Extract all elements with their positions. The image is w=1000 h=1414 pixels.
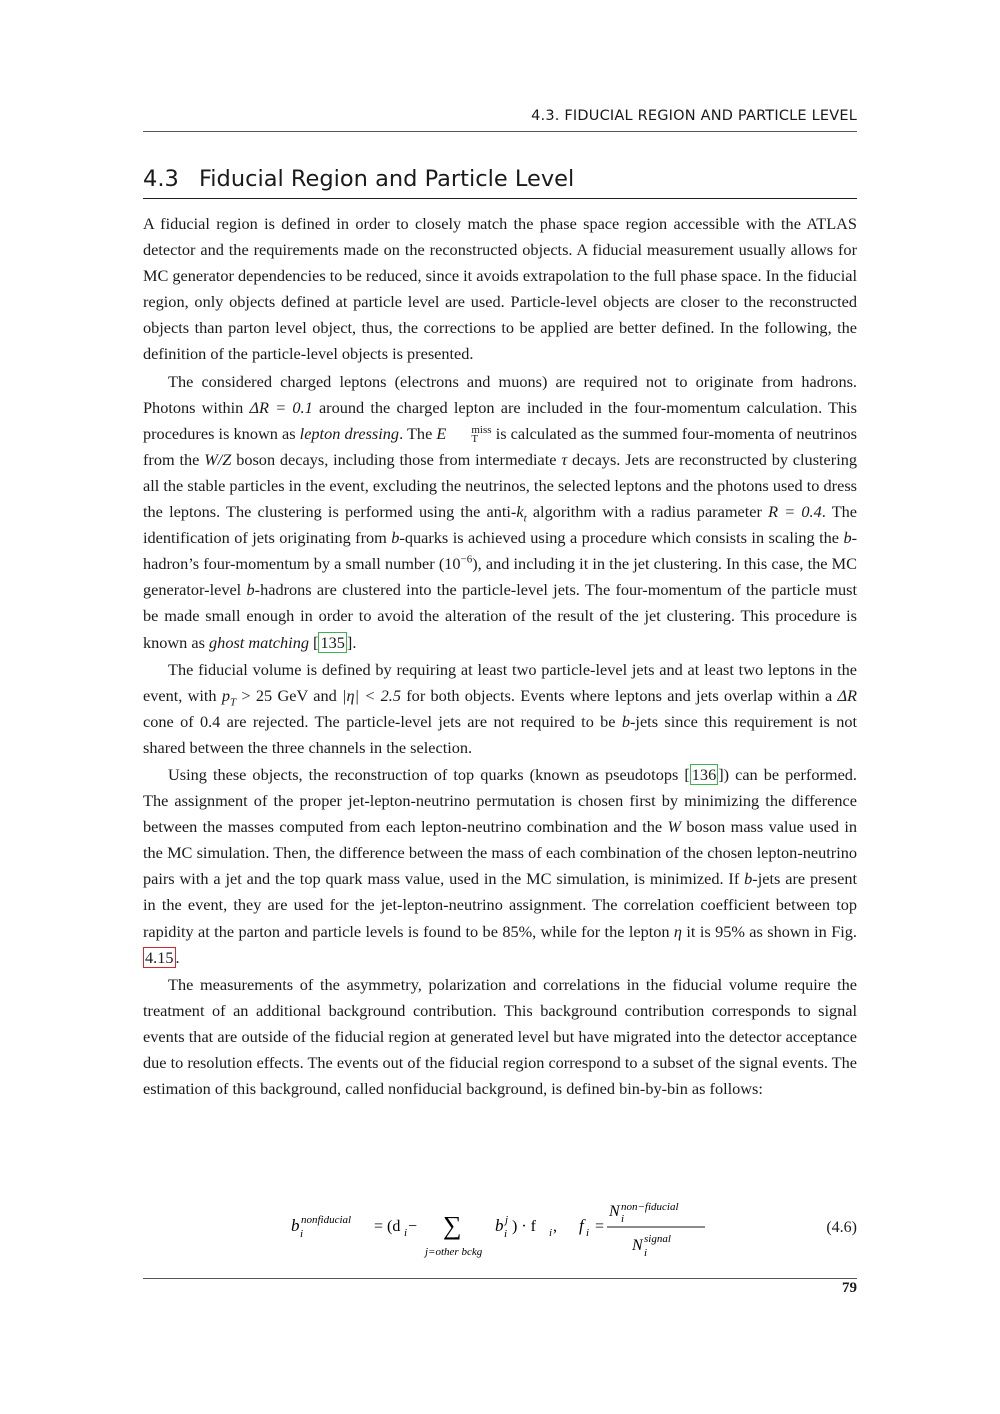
section-number: 4.3 (143, 166, 179, 192)
eq-sub: i (621, 1213, 625, 1225)
text-run: -hadron’s four-momentum by a small number (10 (143, 528, 857, 574)
text-run: is calculated as the summed four-momenta of neutrinos from the (143, 423, 857, 469)
paragraph-2: The considered charged leptons (electrons and muons) are required not to originate from hadrons. Photons within ΔR = 0.1 around the charged lepton are included in the four-momentum calculation. This procedures is known as lepton dressing. The E miss T is calculated as the summed four-momenta of neutrinos from the W/Z boson decays, including those from intermediate τ decays. Jets are reconstructed by clustering all the stable particles in the event, excluding the neutrinos, the selected leptons and the photons used to dress the leptons. The clustering is performed using the anti-$k_t$ algorithm with a radius parameter R = 0.4. The identification of jets originating from b-quarks is achieved using a procedure which consists in scaling the b-hadron’s four-momentum by a small number $(10^{-6})$, and including it in the jet clustering. In this case, the MC generator-level b-hadrons are clustered into the particle-level jets. The four-momentum of the particle must be made small enough in order to avoid the alteration of the result of the jet clustering. This procedure is known as ghost matching [ 135 ]. (143, 371, 858, 652)
text-run: and (307, 685, 343, 705)
term-lepton-dressing: lepton dressing (299, 423, 400, 443)
text-run: it is 95% as shown in Fig. (682, 921, 857, 941)
math-eta: η (673, 921, 682, 941)
eq-sub: i (504, 1228, 508, 1240)
term-ghost-matching: ghost matching (209, 632, 309, 652)
text-run: -quarks is achieved using a procedure which consists in scaling the (399, 528, 844, 548)
eq-N: N (632, 1237, 643, 1254)
math-b: b (391, 528, 400, 548)
math-b: b (246, 580, 255, 600)
math-pt: $p_T$ (221, 685, 237, 708)
paragraph-1: A fiducial region is defined in order to closely match the phase space region accessible with the ATLAS detector and the requirements made on the reconstructed objects. A fiducial measurement usually allows for MC generator dependencies to be reduced, since it avoids extrapolation to the full phase space. In the fiducial region, only objects defined at particle level are used. Particle-level objects are closer to the reconstructed objects than parton level object, thus, the corrections to be applied are better defined. In the following, the definition of the particle-level objects is presented. (143, 214, 857, 364)
text-run: . (352, 632, 357, 652)
eq-sub: i (644, 1247, 648, 1259)
eq-sub: i (404, 1227, 408, 1239)
citation-link[interactable]: 135 (320, 632, 345, 652)
eq-sum-index: j=other bckg (425, 1246, 483, 1258)
equation-4-6 (143, 1195, 857, 1265)
header-rule (143, 131, 857, 132)
body-text (143, 211, 857, 1102)
eq-text: ) · f (512, 1218, 536, 1235)
page-number: 79 (842, 1280, 857, 1296)
text-run: boson decays, including those from intermediate (231, 449, 562, 469)
math-tau: τ (561, 449, 568, 469)
eq-sup: j (505, 1214, 509, 1226)
math-pt-cut: > 25 GeV (236, 685, 308, 705)
math-deltaR: ΔR (837, 685, 857, 705)
text-run: -jets are present in the event, they are used for the jet-lepton-neutrino assignment. The correlation coefficient between top rapidity at the parton and particle levels is found to be 85%, while for the lepton (143, 869, 857, 941)
text-run: algorithm with a radius parameter (526, 502, 769, 522)
math-W: W (667, 817, 682, 837)
math-wz: W/Z (204, 449, 232, 469)
eq-text: = (595, 1218, 605, 1235)
eq-text: , (553, 1218, 557, 1235)
eq-sup: signal (644, 1233, 671, 1245)
paragraph-4: Using these objects, the reconstruction of top quarks (known as pseudotops [ 136 ]) can be performed. The assignment of the proper jet-lepton-neutrino permutation is chosen first by minimizing the difference between the masses computed from each lepton-neutrino combination and the W boson mass value used in the MC simulation. Then, the difference between the mass of each combination of the chosen lepton-neutrino pairs with a jet and the top quark mass value, used in the MC simulation, is minimized. If b-jets are present in the event, they are used for the jet-lepton-neutrino assignment. The correlation coefficient between top rapidity at the parton and particle levels is found to be 85%, while for the lepton η it is 95% as shown in Fig. 4.15 . (143, 764, 858, 967)
footer-rule (143, 1278, 857, 1279)
equation-body (291, 1195, 711, 1265)
math-deltaR: ΔR = 0.1 (249, 397, 313, 417)
eq-sum: ∑ (443, 1211, 462, 1240)
text-run: cone of 0.4 are rejected. The particle-level jets are not required to be (143, 711, 622, 731)
text-run: for both objects. Events where leptons and jets overlap within a (400, 685, 838, 705)
text-run: ), and including it in the jet clustering. In this case, the MC generator-level (143, 554, 857, 600)
math-b: b (621, 711, 631, 731)
text-run: The considered charged leptons (electrons and muons) are required not to originate from hadrons. Photons within (143, 371, 857, 417)
math-R: R = 0.4 (768, 502, 822, 522)
text-run: boson mass value used in the MC simulation. Then, the difference between the mass of each combination of the chosen lepton-neutrino pairs with a jet and the top quark mass value, used in the MC simulation, is minimized. If (143, 817, 858, 889)
text-run: around the charged lepton are included in the four-momentum calculation. This procedures is known as (143, 397, 857, 443)
citation-link[interactable]: 136 (691, 764, 717, 784)
running-header: 4.3. FIDUCIAL REGION AND PARTICLE LEVEL (531, 108, 857, 124)
section-title: Fiducial Region and Particle Level (199, 166, 575, 192)
text-run: Using these objects, the reconstruction of top quarks (known as pseudotops (168, 764, 685, 784)
text-run: . The identification of jets originating from (143, 502, 858, 548)
eq-sup: non−fiducial (621, 1201, 679, 1213)
equation-number: (4.6) (826, 1219, 857, 1236)
eq-text: = (d (374, 1218, 401, 1235)
math-eta-cut: |η| < 2.5 (342, 685, 401, 705)
eq-sub: i (300, 1228, 304, 1240)
eq-sub: i (549, 1227, 553, 1239)
eq-f: f (579, 1216, 584, 1235)
section-heading (143, 166, 857, 199)
eq-b: b (291, 1216, 300, 1235)
eq-N: N (609, 1203, 620, 1220)
text-run: -hadrons are clustered into the particle-level jets. The four-momentum of the particle must be made small enough in order to avoid the alteration of the result of the jet clustering. This procedure is known as (143, 580, 857, 652)
text-run: ) can be performed. The assignment of the proper jet-lepton-neutrino permutation is chosen first by minimizing the difference between the masses computed from each lepton-neutrino combination and the (143, 764, 858, 837)
text-run: -jets since this requirement is not shared between the three channels in the selection. (143, 711, 857, 757)
eq-b: b (495, 1216, 504, 1235)
text-run: . (175, 947, 180, 967)
math-b: b (744, 869, 753, 889)
eq-sub: i (586, 1227, 590, 1239)
text-run: The fiducial volume is defined by requiring at least two particle-level jets and at least two leptons in the event, with (143, 659, 857, 705)
figure-link[interactable]: 4.15 (145, 947, 174, 967)
paragraph-5: The measurements of the asymmetry, polarization and correlations in the fiducial volume require the treatment of an additional background contribution. This background contribution corresponds to signal events that are outside of the fiducial region at generated level but have migrated into the detector acceptance due to resolution effects. The events out of the fiducial region correspond to a subset of the signal events. The estimation of this background, called nonfiducial background, is defined bin-by-bin as follows: (143, 974, 857, 1099)
text-run: . The (399, 423, 437, 443)
eq-text: − (408, 1218, 418, 1235)
eq-sup: nonfiducial (301, 1214, 352, 1226)
paragraph-3 (143, 657, 857, 761)
math-b: b (843, 528, 852, 548)
text-run: decays. Jets are reconstructed by clustering all the stable particles in the event, excluding the neutrinos, the selected leptons and the photons used to dress the leptons. The clustering is performed using the anti- (143, 449, 858, 522)
math-kt: $k_t$ (516, 502, 527, 525)
math-exponent: −6 (460, 553, 473, 566)
math-etmiss: E miss T (436, 423, 492, 446)
